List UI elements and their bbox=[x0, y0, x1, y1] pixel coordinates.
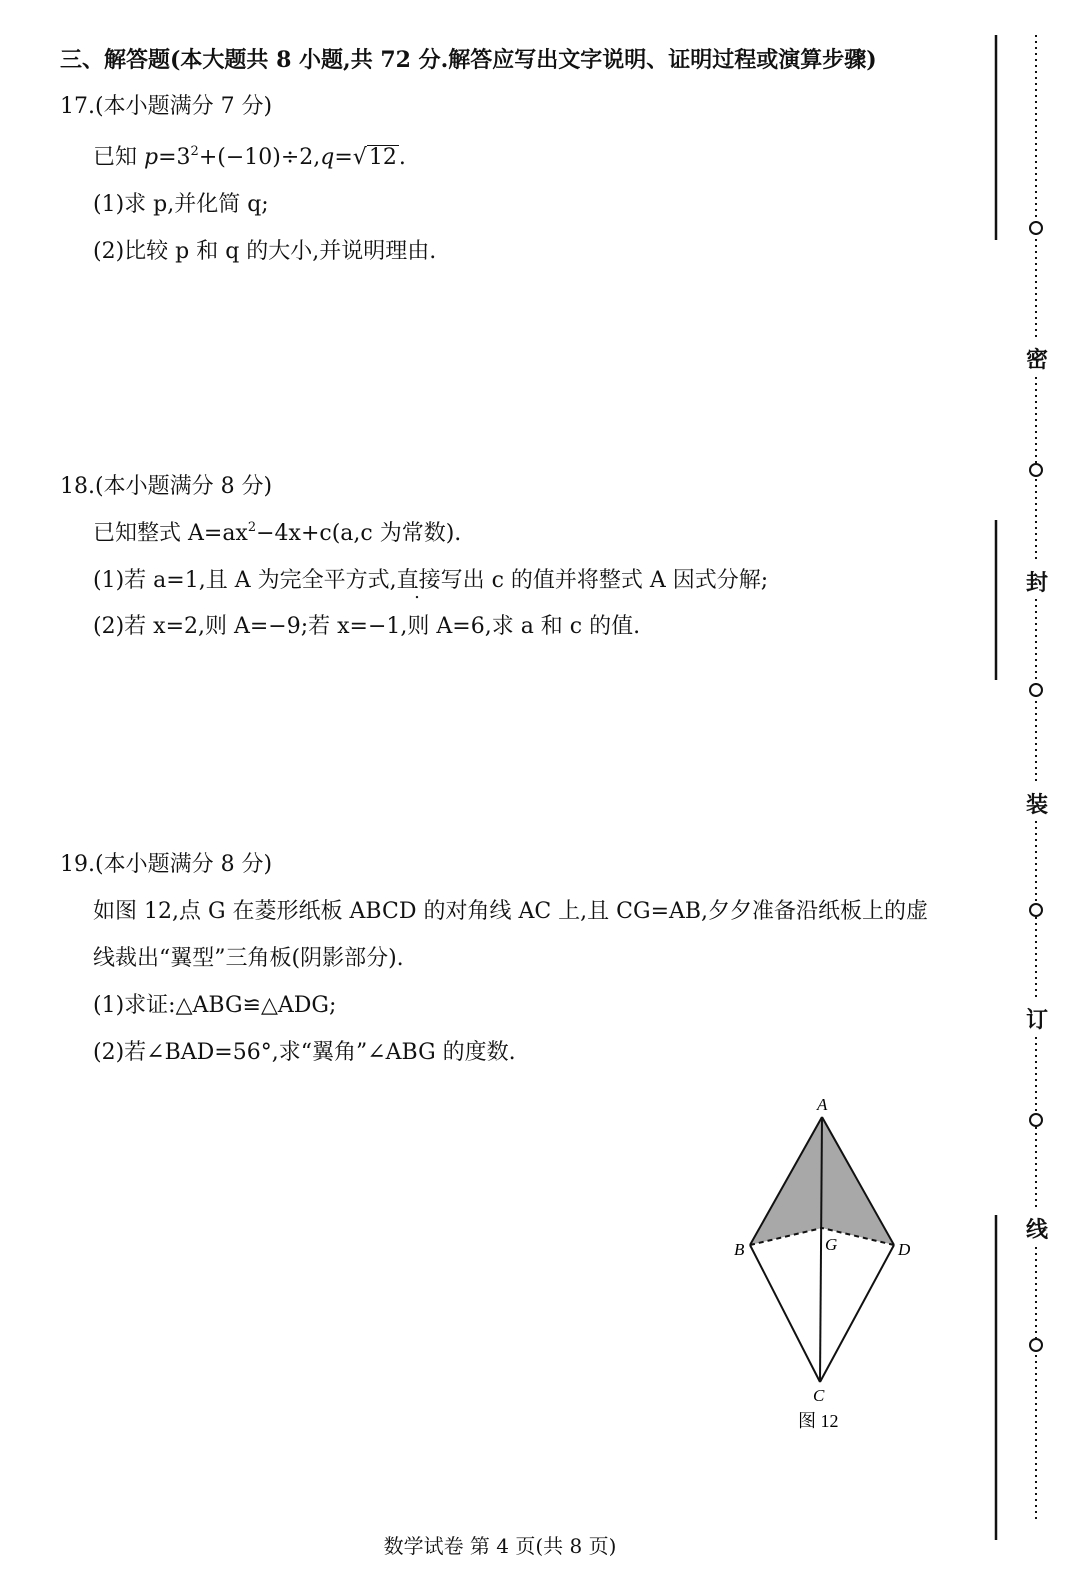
q17-eq2: = bbox=[334, 145, 353, 170]
edge-dc bbox=[820, 1245, 894, 1382]
rhombus-diagram bbox=[720, 1090, 940, 1440]
binding-circle-6 bbox=[1030, 1339, 1042, 1351]
q19-stem-line2: 线裁出“翼型”三角板(阴影部分). bbox=[93, 946, 404, 971]
page-footer: 数学试卷 第 4 页(共 8 页) bbox=[383, 1534, 617, 1558]
q18-part1 bbox=[93, 566, 768, 596]
binding-label-feng: 封 bbox=[1025, 570, 1048, 596]
q17-part1: (1)求 p,并化简 q; bbox=[93, 192, 269, 217]
q17-var-p: p bbox=[144, 145, 159, 170]
q17-rest: +(−10)÷2, bbox=[198, 145, 321, 170]
q18-stem bbox=[93, 519, 461, 549]
q18-stem-a: 已知整式 A=ax bbox=[93, 521, 248, 546]
q19-part1: (1)求证:△ABG≌△ADG; bbox=[93, 993, 337, 1018]
q18-part1-b: 写出 c 的值并将整式 A 因式分解; bbox=[440, 568, 769, 593]
q17-stem-prefix: 已知 bbox=[93, 145, 144, 170]
q18-stem-b: −4x+c(a,c 为常数). bbox=[256, 521, 462, 546]
binding-lines bbox=[990, 0, 1080, 1565]
binding-label-xian: 线 bbox=[1025, 1217, 1048, 1243]
q18-part1-emphasis: 直接 bbox=[396, 568, 441, 593]
q19-part2: (2)若∠BAD=56°,求“翼角”∠ABG 的度数. bbox=[93, 1040, 516, 1065]
binding-margin bbox=[990, 0, 1080, 1565]
q19-stem-line1: 如图 12,点 G 在菱形纸板 ABCD 的对角线 AC 上,且 CG=AB,夕夕准备沿纸板上的虚 bbox=[93, 899, 929, 924]
q17-eq1: =3 bbox=[158, 145, 191, 170]
label-b: B bbox=[734, 1240, 745, 1259]
binding-label-zhuang: 装 bbox=[1025, 792, 1048, 818]
section-title: 三、解答题(本大题共 8 小题,共 72 分.解答应写出文字说明、证明过程或演算步骤) bbox=[60, 47, 877, 73]
sqrt-icon: √ bbox=[352, 145, 367, 170]
binding-label-ding: 订 bbox=[1025, 1007, 1048, 1033]
q18-exponent: 2 bbox=[247, 520, 257, 535]
q17-var-q: q bbox=[320, 145, 335, 170]
q17-header: 17.(本小题满分 7 分) bbox=[60, 94, 273, 119]
q17-end: . bbox=[398, 145, 406, 170]
label-c: C bbox=[813, 1386, 825, 1405]
q18-part1-a: (1)若 a=1,且 A 为完全平方式, bbox=[93, 568, 397, 593]
binding-circle-5 bbox=[1030, 1114, 1042, 1126]
q17-exponent: 2 bbox=[190, 144, 199, 159]
edge-bc bbox=[750, 1245, 820, 1382]
q17-stem bbox=[93, 143, 406, 173]
q18-part2: (2)若 x=2,则 A=−9;若 x=−1,则 A=6,求 a 和 c 的值. bbox=[93, 614, 641, 639]
q19-header: 19.(本小题满分 8 分) bbox=[60, 852, 273, 877]
binding-label-mi: 密 bbox=[1025, 347, 1048, 373]
figure-12 bbox=[720, 1090, 940, 1440]
binding-circle-4 bbox=[1030, 904, 1042, 916]
binding-circle-1 bbox=[1030, 222, 1042, 234]
figure-caption: 图 12 bbox=[798, 1411, 839, 1431]
label-g: G bbox=[825, 1235, 838, 1254]
q17-part2: (2)比较 p 和 q 的大小,并说明理由. bbox=[93, 239, 437, 264]
q18-header: 18.(本小题满分 8 分) bbox=[60, 474, 273, 499]
label-d: D bbox=[898, 1240, 911, 1259]
binding-circle-2 bbox=[1030, 464, 1042, 476]
binding-circle-3 bbox=[1030, 684, 1042, 696]
q17-radicand: 12 bbox=[368, 145, 397, 170]
label-a: A bbox=[817, 1095, 828, 1114]
